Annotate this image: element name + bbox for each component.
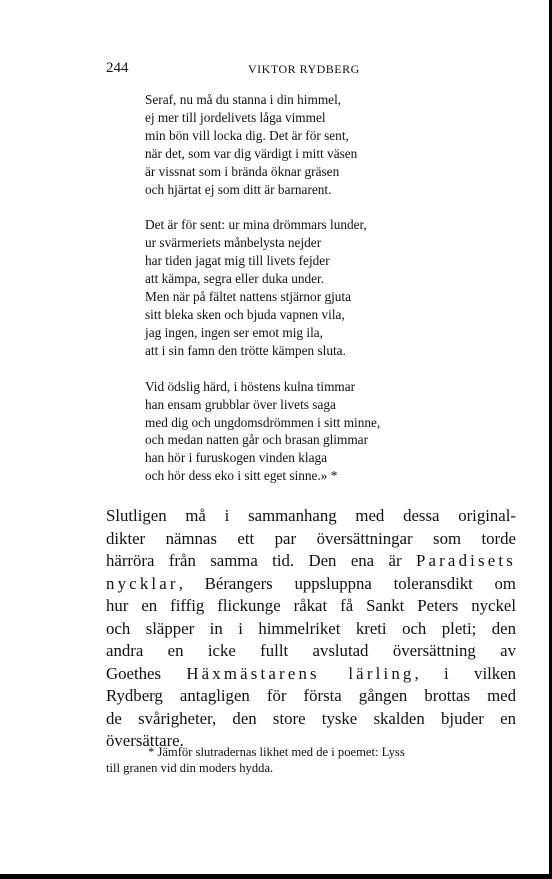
page-edge-bottom [0,874,552,879]
verse-line: han hör i furuskogen vinden klaga [145,450,328,466]
prose-line: och släpper in i himmelriket kreti och pleti; den [106,618,516,638]
verse-line: Vid ödslig härd, i höstens kulna timmar [145,378,356,394]
verse-line: ur svärmeriets månbelysta nejder [145,235,322,251]
prose-line: hur en fiffig flickunge råkat få Sankt Peters nyckel [106,596,516,615]
footnote-line: till granen vid din moders hydda. [106,760,274,775]
prose-line: dikter nämnas ett par översättningar som torde [106,528,516,548]
poem-stanza-3 [145,378,485,485]
prose-line: Slutligen må i sammanhang med dessa original- [106,506,516,525]
prose-text: härröra från samma tid. Den ena är [106,551,416,570]
poem-stanza-2 [145,216,485,359]
verse-line: Det är för sent: ur mina drömmars lunder, [145,217,367,233]
footnote-line: * Jämför slutradernas likhet med de i poemet: Lyss [148,745,405,759]
prose-line: Rydberg antagligen för första gången brottas med [106,686,516,705]
running-head: VIKTOR RYDBERG [248,62,360,76]
verse-line: ej mer till jordelivets låga vimmel [145,109,326,125]
verse-line: och medan natten går och brasan glimmar [145,432,369,448]
verse-line: att kämpa, segra eller duka under. [145,271,325,287]
prose-line: andra en icke fullt avslutad översättning av [106,641,516,660]
page-header [106,60,516,80]
verse-line: är vissnat som i brända öknar gräsen [145,163,340,179]
prose-text: , Bérangers uppsluppna toleransdikt om [178,573,516,593]
spaced-title: Häxmästarens lärling [186,663,415,683]
verse-line: han ensam grubblar över livets saga [145,396,336,412]
verse-line: Seraf, nu må du stanna i din himmel, [145,92,342,107]
spaced-title: Paradisets [415,551,516,570]
verse-line: och hör dess eko i sitt eget sinne.» * [145,468,338,484]
spaced-title: nycklar [106,573,179,593]
prose-line [106,663,516,686]
prose-line [106,573,516,596]
verse-line: att i sin famn den trötte kämpen sluta. [145,342,346,358]
verse-line: Men när på fältet nattens stjärnor gjuta [145,289,352,305]
poem-stanza-1 [145,91,485,198]
prose-line [106,550,516,573]
prose-text: , i vilken [414,663,516,683]
verse-line: min bön vill locka dig. Det är för sent, [145,127,349,143]
verse-line: jag ingen, ingen ser emot mig ila, [145,324,323,340]
verse-line: när det, som var dig värdigt i mitt väsen [145,145,358,161]
prose-line: de svårigheter, den store tyske skalden bjuder en [106,708,516,728]
prose-line: översättare. [106,731,184,750]
verse-line: har tiden jagat mig till livets fejder [145,253,330,269]
poem [145,91,485,503]
prose-paragraph [106,505,516,753]
verse-line: och hjärtat ej som ditt är barnarent. [145,181,332,197]
prose-text: Goethes [106,663,187,683]
page-number: 244 [106,60,129,76]
verse-line: med dig och ungdomsdrömmen i sitt minne, [145,414,381,430]
verse-line: sitt bleka sken och bjuda vapnen vila, [145,306,345,322]
footnote [106,745,516,776]
